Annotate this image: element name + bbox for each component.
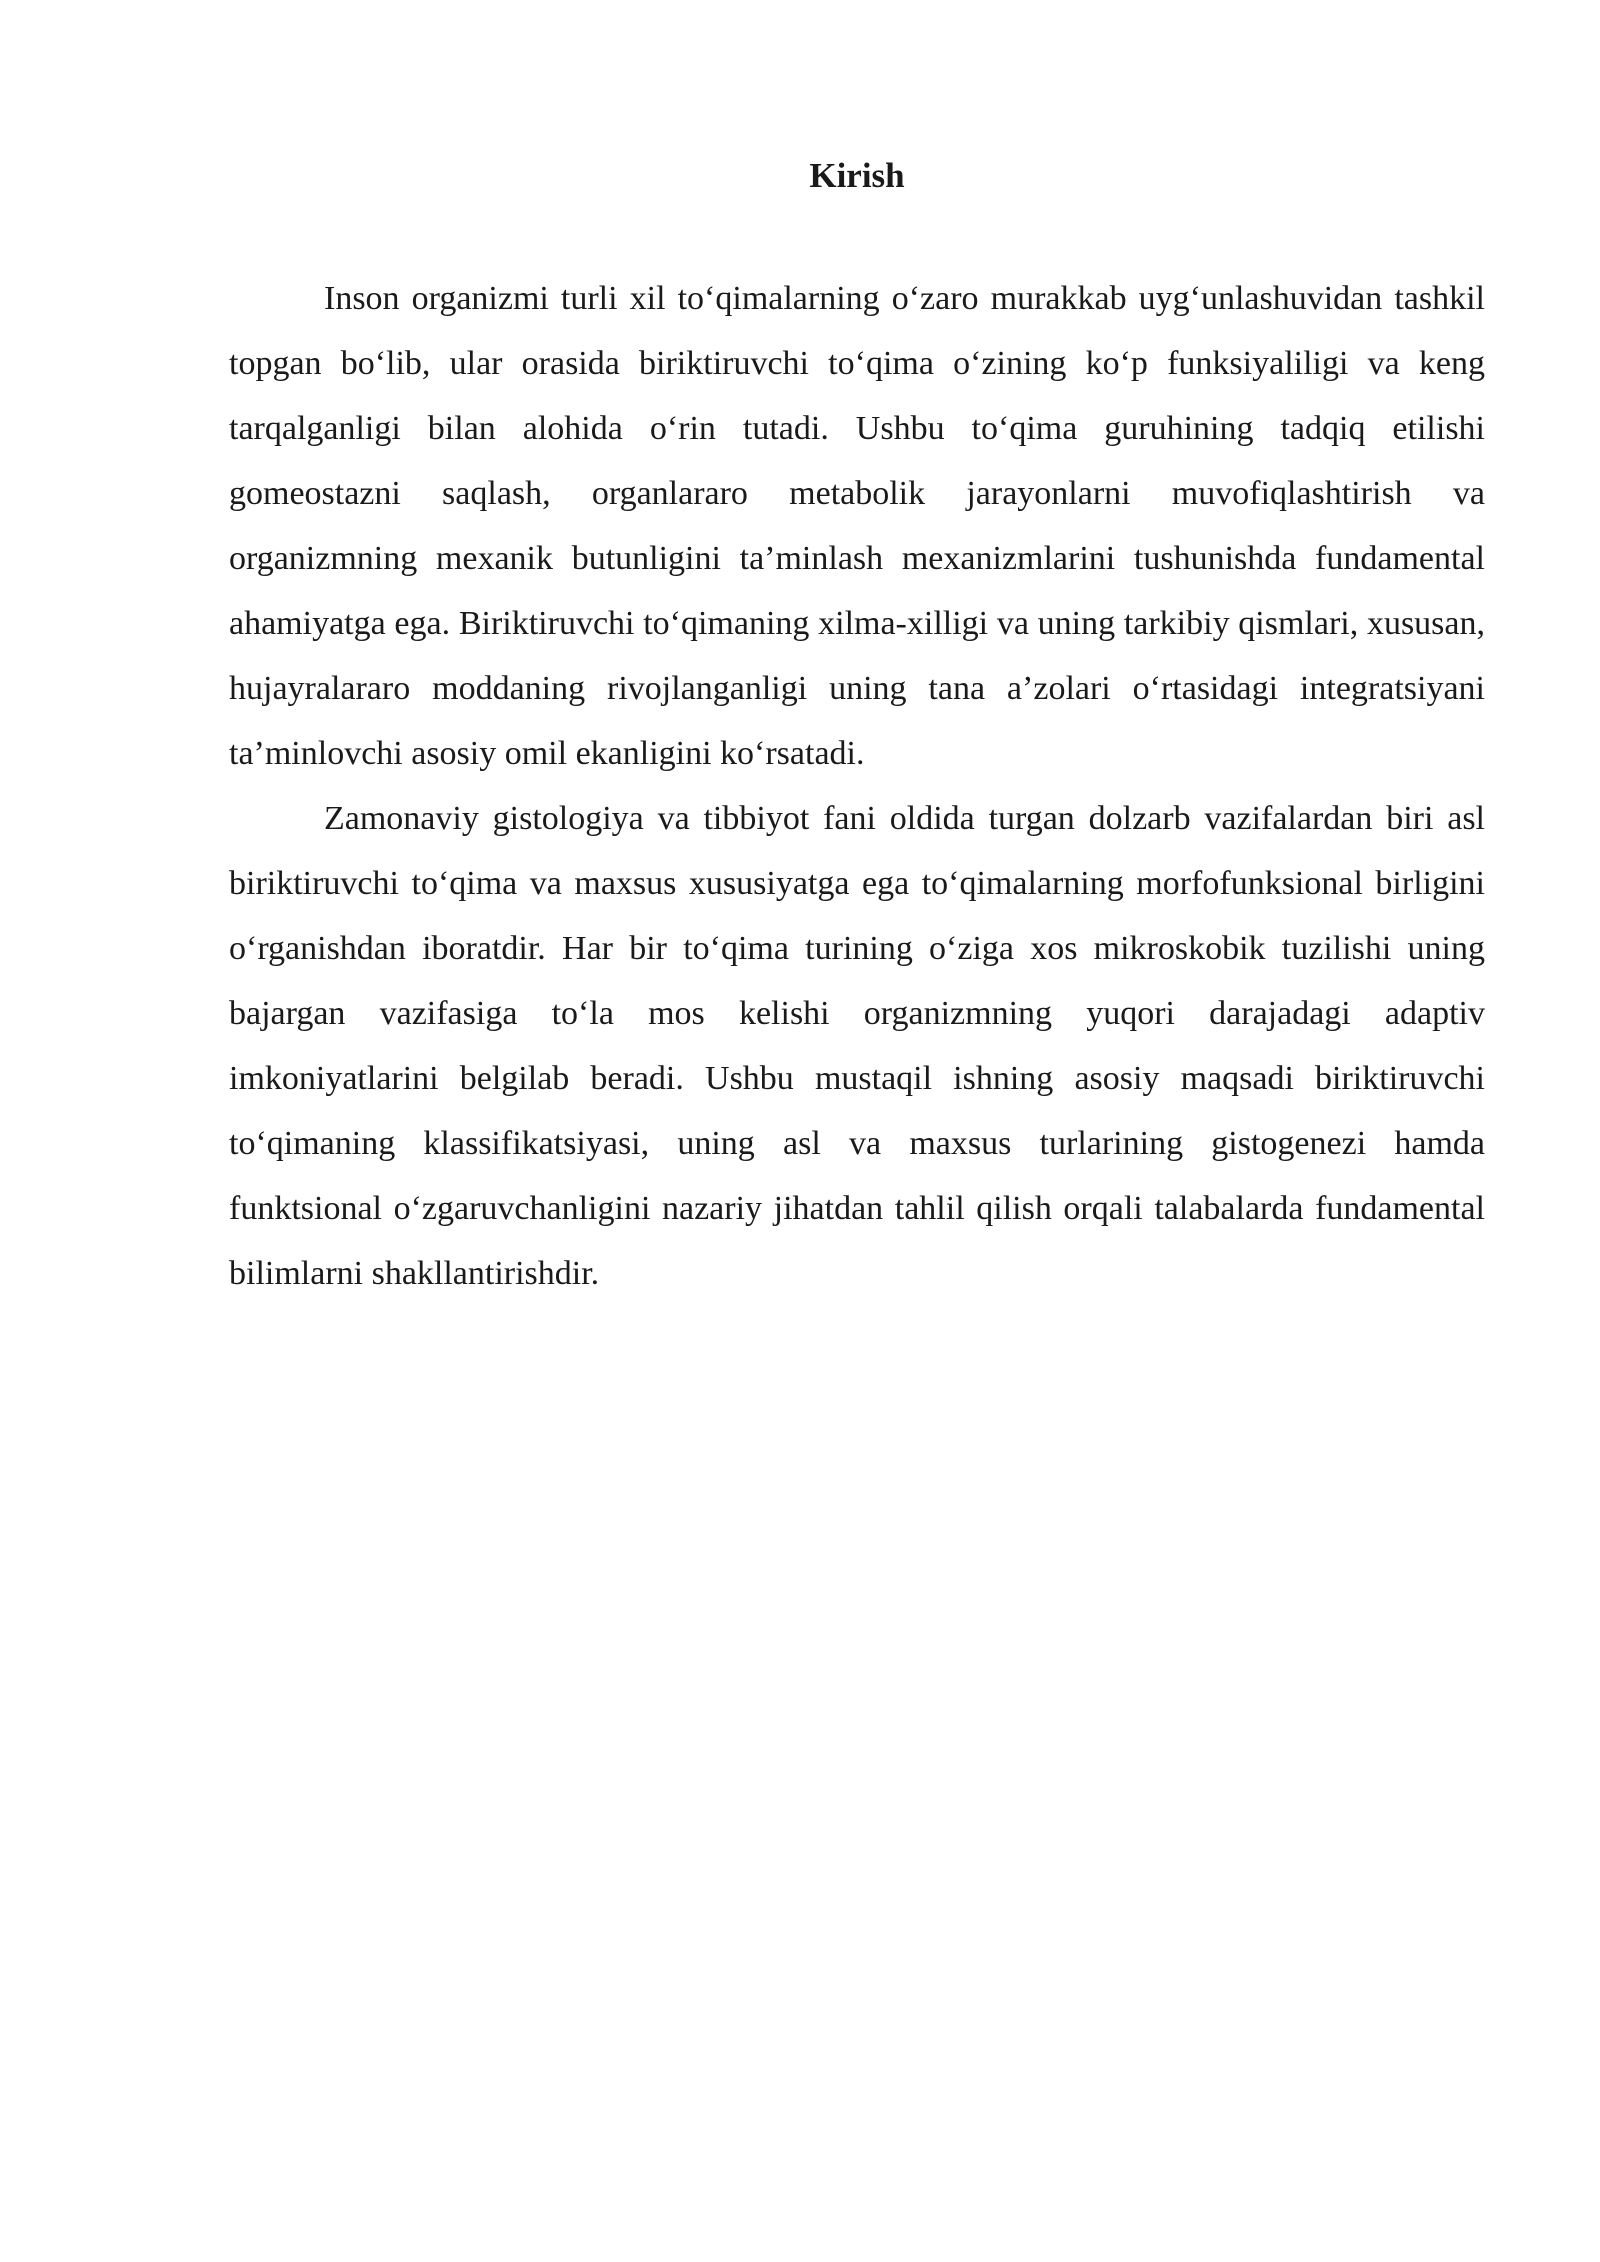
paragraph-1: Inson organizmi turli xil to‘qimalarning o‘zaro murakkab uyg‘unlashuvidan tashkil topgan bo‘lib, ular orasida biriktiruvchi to‘qima o‘zining ko‘p funksiyaliligi va keng tarqalganligi bilan alohida o‘rin tutadi. Ushbu to‘qima guruhining tadqiq etilishi gomeostazni saqlash, organlararo metabolik jarayonlarni muvofiqlashtirish va organizmning mexanik butunligini ta’minlash mexanizmlarini tushunishda fundamental ahamiyatga ega. Biriktiruvchi to‘qimaning xilma-xilligi va uning tarkibiy qismlari, xususan, hujayralararo moddaning rivojlanganligi uning tana a’zolari o‘rtasidagi integratsiyani ta’minlovchi asosiy omil ekanligini ko‘rsatadi. (229, 280, 1485, 772)
section-title: Kirish (809, 156, 905, 195)
document-body (229, 148, 1485, 1306)
paragraph-2: Zamonaviy gistologiya va tibbiyot fani oldida turgan dolzarb vazifalardan biri asl biriktiruvchi to‘qima va maxsus xususiyatga ega to‘qimalarning morfofunksional birligini o‘rganishdan iboratdir. Har bir to‘qima turining o‘ziga xos mikroskobik tuzilishi uning bajargan vazifasiga to‘la mos kelishi organizmning yuqori darajadagi adaptiv imkoniyatlarini belgilab beradi. Ushbu mustaqil ishning asosiy maqsadi biriktiruvchi to‘qimaning klassifikatsiyasi, uning asl va maxsus turlarining gistogenezi hamda funktsional o‘zgaruvchanligini nazariy jihatdan tahlil qilish orqali talabalarda fundamental bilimlarni shakllantirishdir. (229, 800, 1485, 1292)
